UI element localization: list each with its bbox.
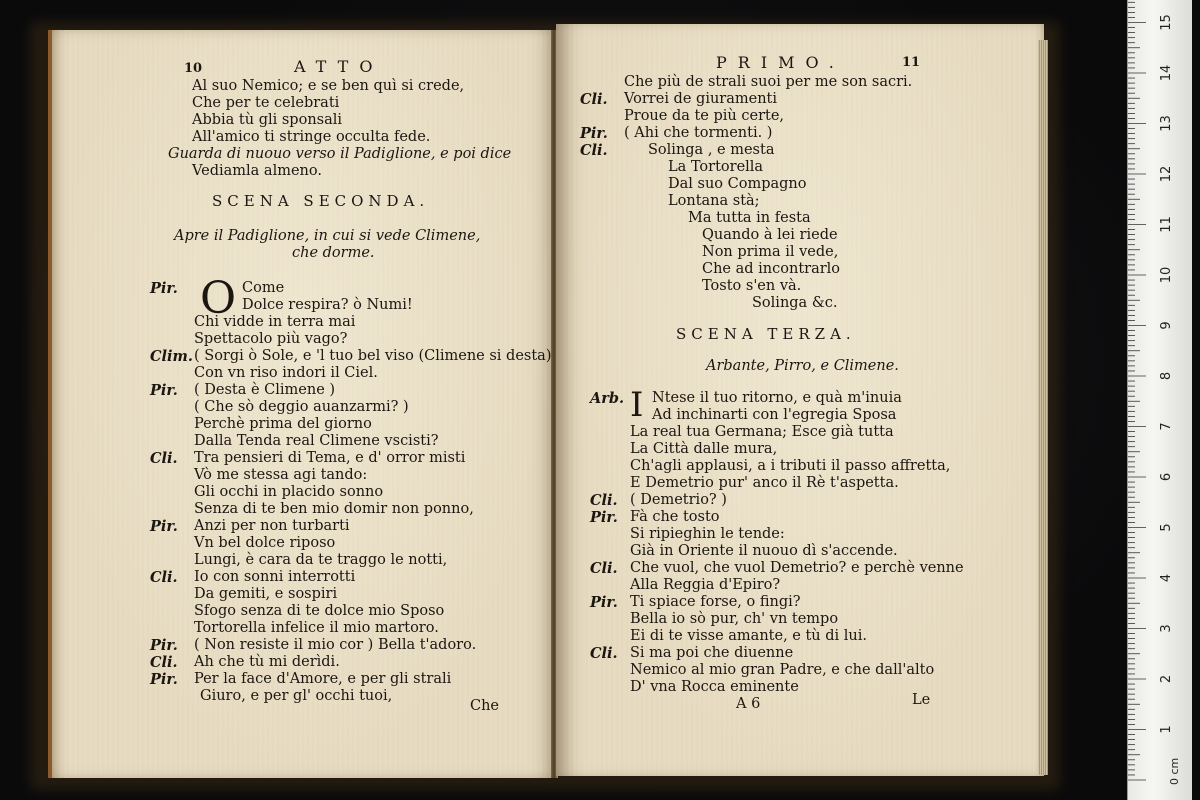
- aria-line: Non prima il vede,: [702, 244, 839, 260]
- text-line: Vn bel dolce riposo: [194, 535, 336, 551]
- scene-title: SCENA SECONDA.: [212, 192, 430, 210]
- character-list: Arbante, Pirro, e Climene.: [706, 358, 899, 374]
- catchword: Che: [470, 698, 500, 714]
- ruler-number: 11: [1159, 216, 1174, 233]
- ruler-number: 15: [1159, 14, 1174, 31]
- speaker: Cli.: [580, 142, 608, 159]
- drop-cap: I: [630, 385, 644, 425]
- aria-line: Quando à lei riede: [702, 227, 838, 243]
- text-line: Sfogo senza di te dolce mio Sposo: [194, 603, 445, 619]
- text-line: Solinga , e mesta: [648, 142, 775, 158]
- text-line: Ti spiace forse, o fingi?: [630, 594, 801, 610]
- text-line: Giuro, e per gl' occhi tuoi,: [200, 688, 393, 704]
- ruler-number: 14: [1159, 64, 1174, 82]
- text-line: ( Desta è Climene ): [194, 382, 336, 398]
- signature-mark: A 6: [736, 696, 761, 712]
- text-line: Spettacolo più vago?: [194, 331, 348, 347]
- text-line: ( Demetrio? ): [630, 492, 727, 508]
- ruler-number: 8: [1159, 371, 1174, 381]
- text-line: Dalla Tenda real Climene vscisti?: [194, 433, 439, 449]
- text-line: All'amico ti stringe occulta fede.: [192, 129, 431, 145]
- ruler-number: 2: [1159, 674, 1174, 684]
- text-line: ( Che sò deggio auanzarmi? ): [194, 399, 409, 415]
- speaker: Pir.: [580, 125, 608, 142]
- ruler-number: 4: [1159, 573, 1174, 583]
- catchword: Le: [912, 692, 931, 708]
- text-line: Vò me stessa agi tando:: [194, 467, 368, 483]
- speaker: Pir.: [150, 518, 178, 535]
- text-line: Anzi per non turbarti: [194, 518, 350, 534]
- text-line: Perchè prima del giorno: [194, 416, 372, 432]
- text-line: Abbia tù gli sponsali: [192, 112, 343, 128]
- text-line: Ch'agli applausi, a i tributi il passo affretta,: [630, 458, 951, 474]
- speaker: Cli.: [580, 91, 608, 108]
- speaker: Pir.: [150, 637, 178, 654]
- speaker: Pir.: [150, 382, 178, 399]
- text-line: D' vna Rocca eminente: [630, 679, 799, 695]
- text-line: ( Ahi che tormenti. ): [624, 125, 773, 141]
- aria-line: La Tortorella: [668, 159, 764, 175]
- ruler-number: 3: [1159, 624, 1174, 633]
- speaker: Cli.: [150, 654, 178, 671]
- text-line: Senza di te ben mio domir non ponno,: [194, 501, 474, 517]
- speaker: Pir.: [150, 280, 178, 297]
- page-number: 11: [902, 55, 921, 70]
- text-line: Già in Oriente il nuouo dì s'accende.: [630, 543, 898, 559]
- speaker: Clim.: [150, 348, 193, 365]
- text-line: Tra pensieri di Tema, e d' orror misti: [194, 450, 466, 466]
- aria-line: Lontana stà;: [668, 193, 760, 209]
- ruler-label-0: 0 cm: [1168, 757, 1181, 785]
- ruler-number: 5: [1159, 523, 1174, 532]
- text-line: Gli occhi in placido sonno: [194, 484, 384, 500]
- speaker: Cli.: [590, 560, 618, 577]
- text-line: Tortorella infelice il mio martoro.: [194, 620, 439, 636]
- speaker: Cli.: [590, 492, 618, 509]
- text-line: Al suo Nemico; e se ben quì si crede,: [192, 78, 465, 94]
- measurement-ruler: [1127, 0, 1192, 800]
- text-line: La Città dalle mura,: [630, 441, 778, 457]
- text-line: Vorrei de giuramenti: [624, 91, 778, 107]
- ruler-number: 7: [1159, 422, 1174, 431]
- text-line: Io con sonni interrotti: [194, 569, 356, 585]
- text-line: Che più de strali suoi per me son sacri.: [624, 74, 913, 90]
- text-line: Con vn riso indori il Ciel.: [194, 365, 378, 381]
- stage-direction: Guarda di nuouo verso il Padiglione, e poi dice: [168, 146, 512, 162]
- stage-direction: Apre il Padiglione, in cui si vede Climene,: [174, 228, 481, 244]
- text-line: Vediamla almeno.: [192, 163, 322, 179]
- aria-line: Dal suo Compagno: [668, 176, 807, 192]
- right-page: [556, 24, 1044, 776]
- text-line: Da gemiti, e sospiri: [194, 586, 338, 602]
- speaker: Pir.: [590, 509, 618, 526]
- text-line: Chi vidde in terra mai: [194, 314, 356, 330]
- text-line: Ah che tù mi derìdi.: [194, 654, 340, 670]
- ruler-number: 6: [1159, 472, 1174, 482]
- page-edges: [1038, 40, 1048, 775]
- text-line: Si ripieghin le tende:: [630, 526, 785, 542]
- text-line: ( Sorgi ò Sole, e 'l tuo bel viso (Climene si desta): [194, 348, 552, 364]
- aria-line: Che ad incontrarlo: [702, 261, 841, 277]
- text-line: E Demetrio pur' anco il Rè t'aspetta.: [630, 475, 899, 491]
- left-page: [48, 30, 558, 778]
- drop-cap: O: [200, 273, 237, 324]
- text-line: Lungi, è cara da te traggo le notti,: [194, 552, 448, 568]
- text-line: Nemico al mio gran Padre, e che dall'alto: [630, 662, 935, 678]
- text-line: Ntese il tuo ritorno, e quà m'inuia: [652, 390, 902, 406]
- ruler-number: 13: [1159, 115, 1174, 132]
- ruler-labels: [1159, 14, 1174, 733]
- running-head: PRIMO.: [716, 53, 845, 72]
- text-line: Dolce respira? ò Numi!: [242, 297, 413, 313]
- speaker: Pir.: [590, 594, 618, 611]
- ruler-number: 9: [1159, 321, 1174, 330]
- text-line: Alla Reggia d'Epiro?: [630, 577, 781, 593]
- aria-line: Tosto s'en và.: [702, 278, 802, 294]
- page-number: 10: [184, 61, 203, 76]
- text-line: Che per te celebrati: [192, 95, 340, 111]
- text-line: Bella io sò pur, ch' vn tempo: [630, 611, 839, 627]
- aria-line: Solinga &c.: [752, 295, 838, 311]
- running-head: ATTO: [294, 57, 384, 76]
- ruler-number: 10: [1159, 266, 1174, 284]
- speaker: Cli.: [590, 645, 618, 662]
- text-line: La real tua Germana; Esce già tutta: [630, 424, 894, 440]
- ruler-number: 12: [1159, 165, 1174, 183]
- scene-title: SCENA TERZA.: [676, 325, 856, 343]
- speaker: Arb.: [590, 390, 625, 407]
- text-line: Si ma poi che diuenne: [630, 645, 794, 661]
- speaker: Cli.: [150, 569, 178, 586]
- text-line: Per la face d'Amore, e per gli strali: [194, 671, 452, 687]
- stage-direction: che dorme.: [292, 245, 375, 261]
- ruler-number: 1: [1159, 725, 1174, 734]
- text-line: Fà che tosto: [630, 509, 720, 525]
- text-line: Proue da te più certe,: [624, 108, 785, 124]
- speaker: Cli.: [150, 450, 178, 467]
- ruler-scale: [1128, 0, 1192, 800]
- text-line: ( Non resiste il mio cor ) Bella t'adoro.: [194, 637, 477, 653]
- text-line: Che vuol, che vuol Demetrio? e perchè venne: [630, 560, 964, 576]
- text-line: Ad inchinarti con l'egregia Sposa: [652, 407, 897, 423]
- text-line: Ei di te visse amante, e tù di lui.: [630, 628, 867, 644]
- ruler-ticks: [1128, 2, 1146, 780]
- aria-line: Ma tutta in festa: [688, 210, 811, 226]
- speaker: Pir.: [150, 671, 178, 688]
- text-line: Come: [242, 280, 285, 296]
